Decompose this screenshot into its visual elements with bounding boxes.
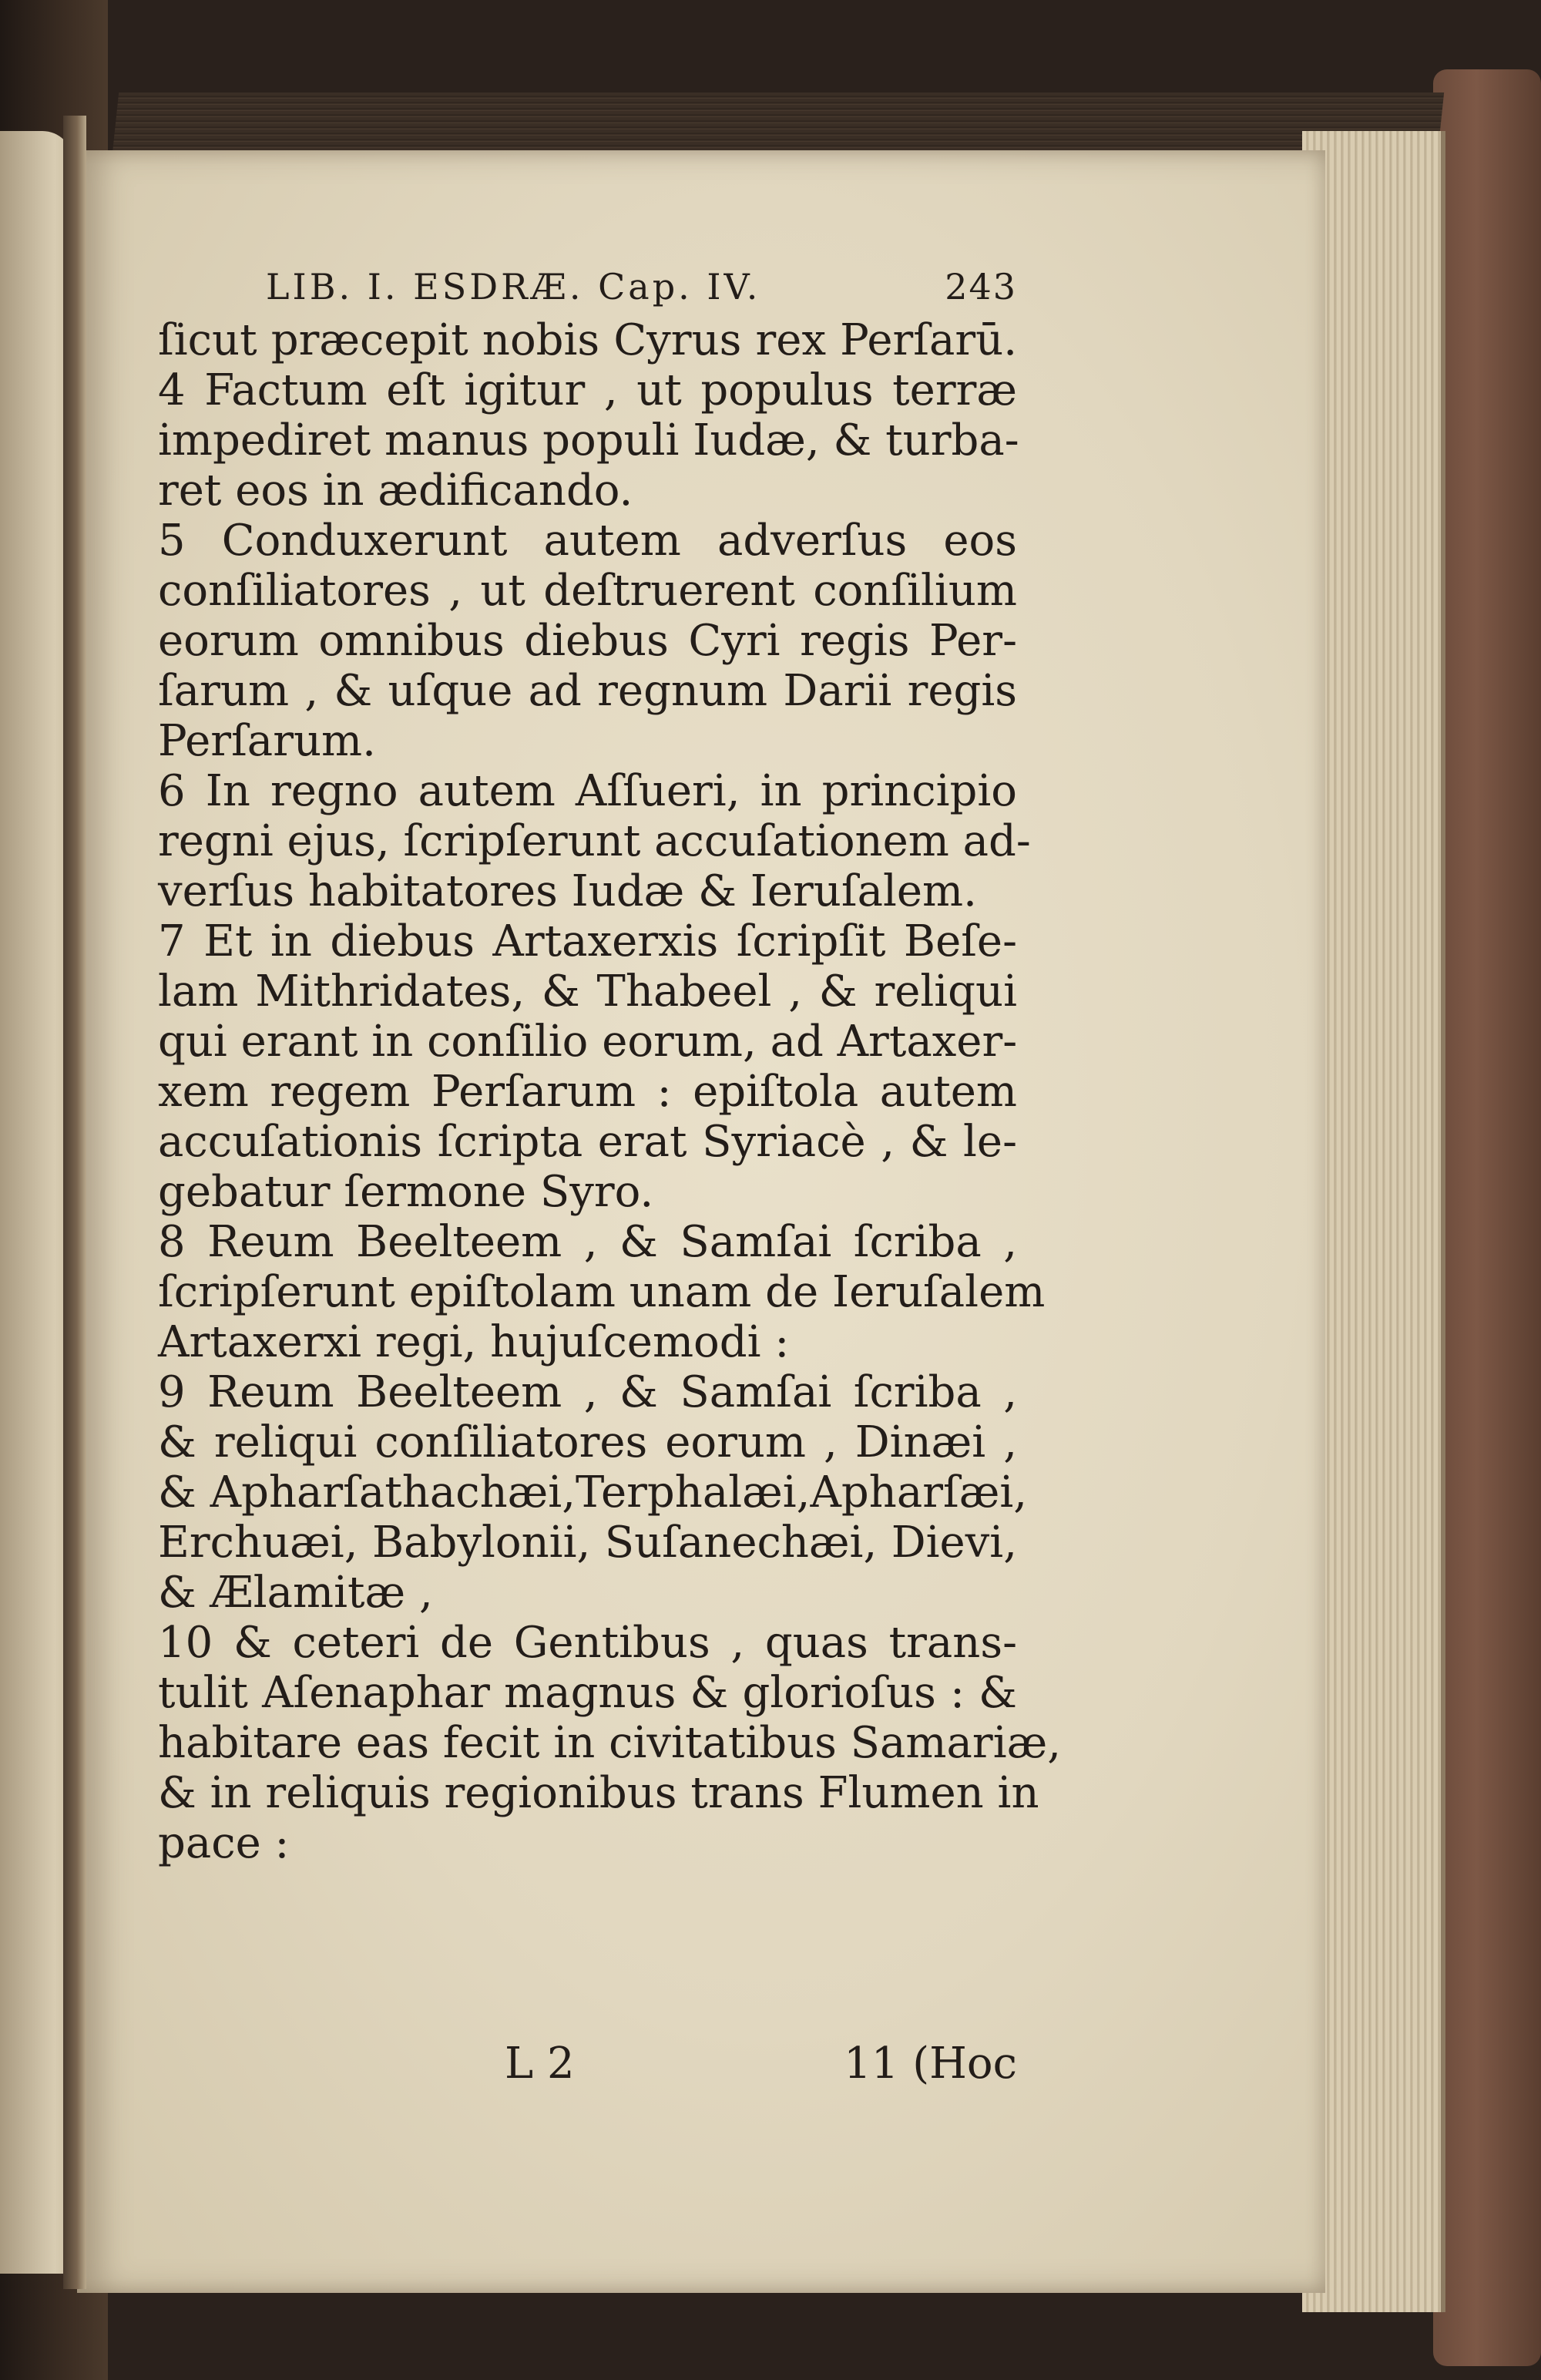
text-line: ret eos in ædificando. — [158, 466, 633, 516]
text-line: 6 In regno autem Aſſueri, in principio — [158, 766, 1017, 816]
text-line: lam Mithridates, & Thabeel , & reliqui — [158, 966, 1017, 1017]
text-line: gebatur ſermone Syro. — [158, 1167, 654, 1217]
text-line: & in reliquis regionibus trans Flumen in — [158, 1768, 1039, 1818]
text-line: accuſationis ſcripta erat Syriacè , & le- — [158, 1117, 1017, 1167]
page-number: 243 — [945, 266, 1017, 308]
signature-mark: L 2 — [505, 2039, 575, 2089]
page-text — [158, 266, 1062, 1868]
text-line: Artaxerxi regi, hujuſcemodi : — [158, 1317, 790, 1367]
previous-page-edge — [0, 131, 73, 2274]
text-line: regni ejus, ſcripſerunt accuſationem ad- — [158, 816, 1031, 866]
text-line: 7 Et in diebus Artaxerxis ſcripſit Beſe- — [158, 916, 1017, 966]
text-line: Erchuæi, Babylonii, Suſanechæi, Dievi, — [158, 1518, 1017, 1568]
text-line: Perſarum. — [158, 716, 376, 766]
text-line: 9 Reum Beelteem , & Samſai ſcriba , — [158, 1367, 1017, 1417]
book-cover-right — [1433, 69, 1541, 2366]
text-line: verſus habitatores Iudæ & Ieruſalem. — [158, 866, 977, 916]
running-head — [158, 266, 1017, 315]
text-line: pace : — [158, 1818, 290, 1868]
text-line: habitare eas fecit in civitatibus Samariæ, — [158, 1718, 1062, 1768]
text-line: 5 Conduxerunt autem adverſus eos — [158, 516, 1017, 566]
text-line: conſiliatores , ut deſtruerent conſilium — [158, 566, 1017, 616]
text-line: ſicut præcepit nobis Cyrus rex Perſarū. — [158, 315, 1017, 365]
text-line: 4 Factum eſt igitur , ut populus terræ — [158, 365, 1017, 415]
text-line: ſcripſerunt epiſtolam unam de Ieruſalem — [158, 1267, 1046, 1317]
running-title: LIB. I. ESDRÆ. Cap. IV. — [266, 266, 761, 308]
page-block-top-edge — [112, 92, 1444, 154]
text-line: 8 Reum Beelteem , & Samſai ſcriba , — [158, 1217, 1017, 1267]
text-line: tulit Aſenaphar magnus & glorioſus : & — [158, 1668, 1017, 1718]
text-line: & Apharſathachæi,Terphalæi,Apharſæi, — [158, 1467, 1028, 1518]
text-line: & Ælamitæ , — [158, 1568, 433, 1618]
text-line: ſarum , & uſque ad regnum Darii regis — [158, 666, 1017, 716]
page-footer — [158, 2039, 1017, 2093]
text-line: 10 & ceteri de Gentibus , quas trans- — [158, 1618, 1017, 1668]
text-line: xem regem Perſarum : epiſtola autem — [158, 1067, 1017, 1117]
book-gutter — [63, 116, 86, 2289]
text-line: impediret manus populi Iudæ, & turba- — [158, 415, 1019, 466]
text-line: eorum omnibus diebus Cyri regis Per- — [158, 616, 1017, 666]
text-line: & reliqui conſiliatores eorum , Dinæi , — [158, 1417, 1017, 1467]
catchword: 11 (Hoc — [844, 2039, 1017, 2089]
text-line: qui erant in conſilio eorum, ad Artaxer- — [158, 1017, 1018, 1067]
